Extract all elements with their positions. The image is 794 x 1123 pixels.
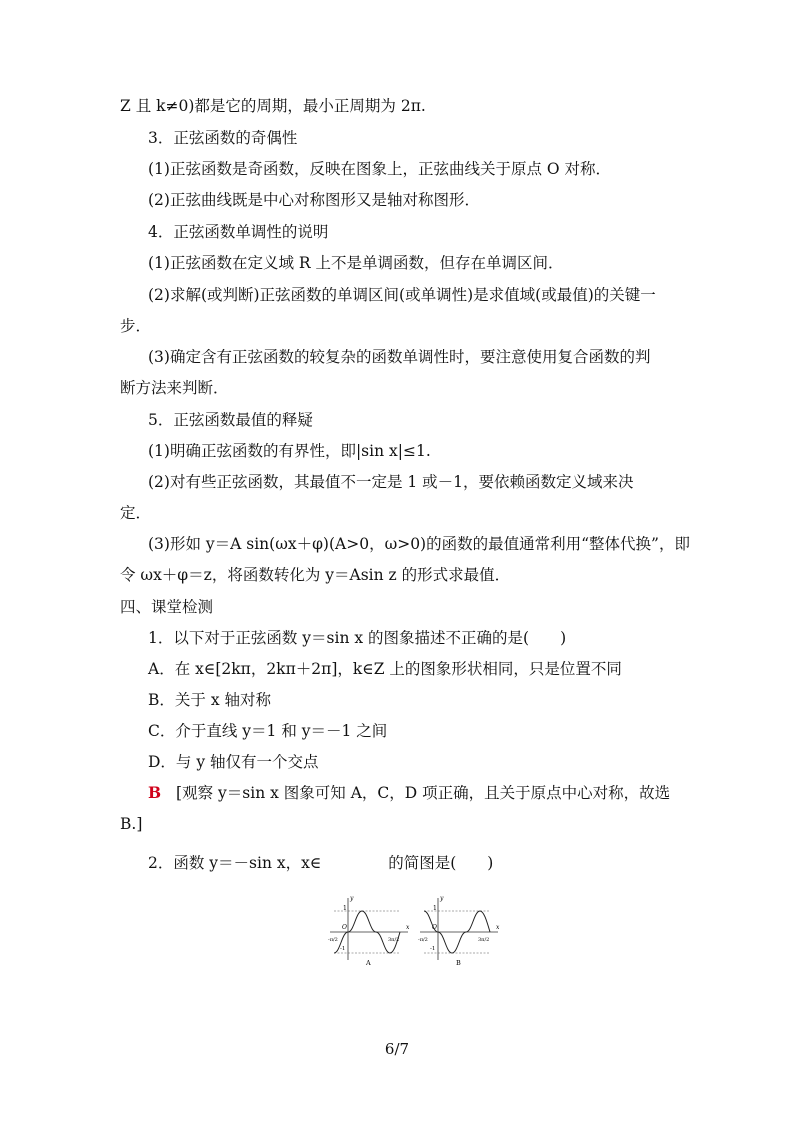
- figure-b: [416, 892, 502, 968]
- text-line: (2)求解(或判断)正弦函数的单调区间(或单调性)是求值域(或最值)的关键一: [148, 286, 656, 304]
- text-line: (3)形如 y＝A sin(ωx＋φ)(A>0，ω>0)的函数的最值通常利用“整体代换”，即: [148, 535, 690, 553]
- right-x-label: 3π/2: [478, 937, 490, 943]
- text-line: B.]: [120, 815, 143, 833]
- origin-label: O: [432, 924, 437, 931]
- text-line: (1)明确正弦函数的有界性，即|sin x|≤1.: [148, 442, 431, 460]
- figure-a: [326, 892, 412, 968]
- x-axis-label: x: [406, 924, 410, 931]
- left-x-label: -π/2: [418, 937, 428, 943]
- figure-caption: A: [366, 959, 371, 967]
- page-number: 6/7: [384, 1040, 410, 1058]
- text-line: Z 且 k≠0)都是它的周期，最小正周期为 2π.: [120, 97, 426, 115]
- text-line: (3)确定含有正弦函数的较复杂的函数单调性时，要注意使用复合函数的判: [148, 348, 651, 366]
- section-heading: 四、课堂检测: [120, 598, 214, 616]
- text-line: 令 ωx＋φ＝z，将函数转化为 y＝Asin z 的形式求最值．: [120, 566, 511, 584]
- answer-explanation: [观察 y＝sin x 图象可知 A，C，D 项正确，且关于原点中心对称，故选: [176, 784, 671, 802]
- left-x-label: -π/2: [328, 937, 338, 943]
- answer-line: [148, 783, 670, 803]
- question-1: 1．以下对于正弦函数 y＝sin x 的图象描述不正确的是( ): [148, 629, 567, 647]
- option-d: D．与 y 轴仅有一个交点: [148, 753, 319, 771]
- text-line: (1)正弦函数是奇函数，反映在图象上，正弦曲线关于原点 O 对称．: [148, 160, 612, 178]
- text-line: (2)正弦曲线既是中心对称图形又是轴对称图形．: [148, 191, 480, 209]
- tick-label-neg1: -1: [340, 946, 346, 952]
- text-line: 定．: [120, 504, 152, 522]
- y-axis-label: y: [350, 895, 354, 902]
- option-a: A．在 x∈[2kπ，2kπ＋2π]，k∈Z 上的图象形状相同，只是位置不同: [148, 660, 622, 678]
- text-line: 步．: [120, 317, 152, 335]
- section-heading: 5．正弦函数最值的释疑: [148, 411, 313, 429]
- tick-label-1: 1: [343, 905, 347, 912]
- answer-letter: B: [148, 783, 162, 802]
- section-heading: 3．正弦函数的奇偶性: [148, 129, 298, 147]
- right-x-label: 3π/2: [388, 937, 400, 943]
- x-axis-label: x: [496, 924, 500, 931]
- section-heading: 4．正弦函数单调性的说明: [148, 223, 329, 241]
- tick-label-1: 1: [433, 905, 437, 912]
- option-b: B．关于 x 轴对称: [148, 691, 271, 709]
- text-line: (2)对有些正弦函数，其最值不一定是 1 或－1，要依赖函数定义域来决: [148, 473, 634, 491]
- figure-caption: B: [456, 959, 461, 967]
- tick-label-neg1: -1: [430, 946, 436, 952]
- text-line: (1)正弦函数在定义域 R 上不是单调函数，但存在单调区间．: [148, 254, 564, 272]
- y-axis-label: y: [440, 895, 444, 902]
- question-2: 2．函数 y＝－sin x，x∈ 的简图是( ): [148, 854, 494, 872]
- origin-label: O: [342, 924, 347, 931]
- option-c: C．介于直线 y＝1 和 y＝－1 之间: [148, 722, 388, 740]
- text-line: 断方法来判断．: [120, 379, 229, 397]
